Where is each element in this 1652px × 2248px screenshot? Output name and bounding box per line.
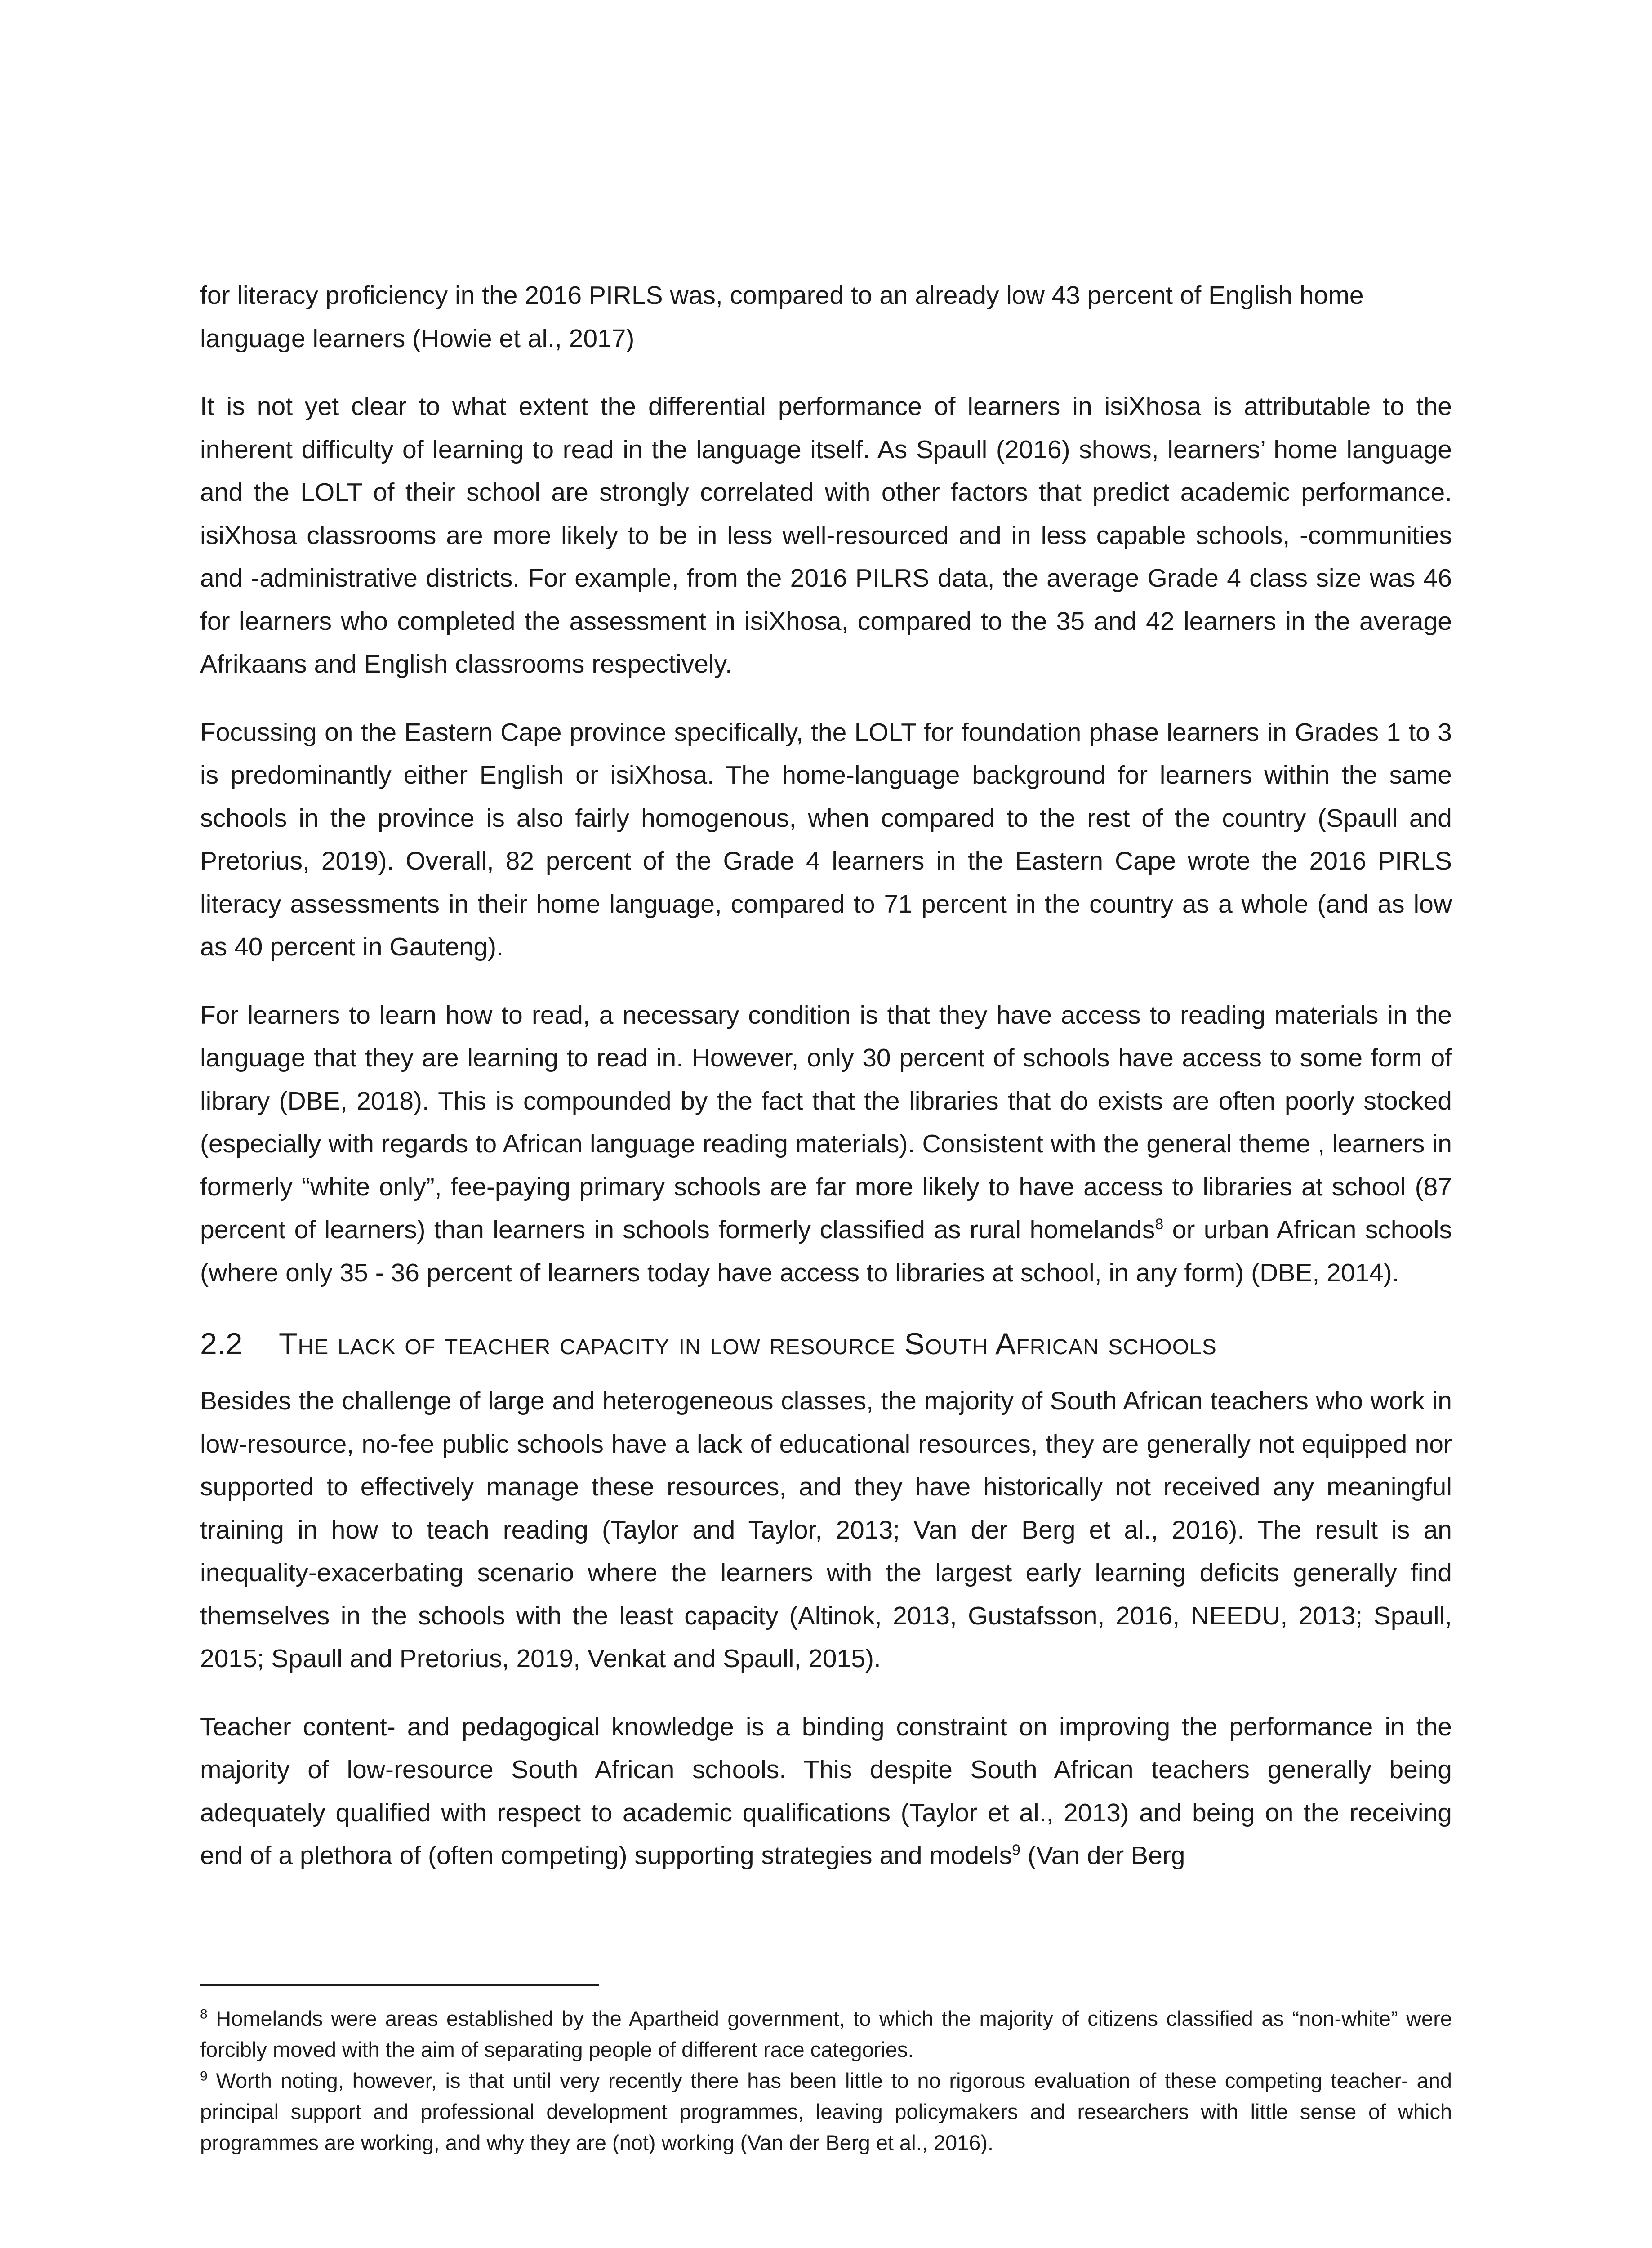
section-heading — [200, 1321, 1452, 1366]
paragraph-2: It is not yet clear to what extent the differential performance of learners in isiXhosa is attributable to the inherent difficulty of learning to read in the language itself. As Spaull (2016) shows, learners’ home language and the LOLT of their school are strongly correlated with other factors that predict academic performance. isiXhosa classrooms are more likely to be in less well-resourced and in less capable schools, -communities and -administrative districts. For example, from the 2016 PILRS data, the average Grade 4 class size was 46 for learners who completed the assessment in isiXhosa, compared to the 35 and 42 learners in the average Afrikaans and English classrooms respectively. — [200, 392, 1452, 678]
footnotes — [200, 2003, 1452, 2158]
footnote-8 — [200, 2003, 1452, 2065]
section-number: 2.2 — [200, 1327, 243, 1361]
page-body — [200, 274, 1452, 1903]
footnote-divider — [200, 1984, 599, 1986]
paragraph-1: for literacy proficiency in the 2016 PIRLS was, compared to an already low 43 percent of English home language learners (Howie et al., 2017) — [200, 281, 1364, 353]
paragraph-6 — [200, 1706, 1452, 1878]
footnote-marker-9: 9 — [200, 2069, 208, 2084]
footnote-9 — [200, 2065, 1452, 2158]
section-title: The lack of teacher capacity in low resource South African schools — [279, 1327, 1217, 1361]
paragraph-5: Besides the challenge of large and heterogeneous classes, the majority of South African teachers who work in low-resource, no-fee public schools have a lack of educational resources, they are generally not equipped nor supported to effectively manage these resources, and they have historically not received any meaningful training in how to teach reading (Taylor and Taylor, 2013; Van der Berg et al., 2016). The result is an inequality-exacerbating scenario where the learners with the largest early learning deficits generally find themselves in the schools with the least capacity (Altinok, 2013, Gustafsson, 2016, NEEDU, 2013; Spaull, 2015; Spaull and Pretorius, 2019, Venkat and Spaull, 2015). — [200, 1387, 1452, 1673]
paragraph-6-text-a: Teacher content- and pedagogical knowledge is a binding constraint on improving the performance in the majority of low-resource South African schools. This despite South African teachers generally being adequately qualified with respect to academic qualifications (Taylor et al., 2013) and being on the receiving end of a plethora of (often competing) supporting strategies and models — [200, 1712, 1452, 1870]
footnote-9-text: Worth noting, however, is that until very recently there has been little to no rigorous evaluation of these competing teacher- and principal support and professional development programmes, leaving policymakers and researchers with little sense of which programmes are working, and why they are (not) working (Van der Berg et al., 2016). — [200, 2069, 1452, 2154]
footnote-marker-8: 8 — [200, 2007, 208, 2022]
footnote-ref-8[interactable]: 8 — [1155, 1216, 1164, 1233]
paragraph-3: Focussing on the Eastern Cape province specifically, the LOLT for foundation phase learners in Grades 1 to 3 is predominantly either English or isiXhosa. The home-language background for learners within the same schools in the province is also fairly homogenous, when compared to the rest of the country (Spaull and Pretorius, 2019). Overall, 82 percent of the Grade 4 learners in the Eastern Cape wrote the 2016 PIRLS literacy assessments in their home language, compared to 71 percent in the country as a whole (and as low as 40 percent in Gauteng). — [200, 718, 1452, 961]
page-number — [1424, 2246, 1452, 2248]
paragraph-4-text-b: or urban African schools (where only 35 - 36 percent of learners today have access to libraries at school, in any form) (DBE, 2014). — [200, 1215, 1452, 1287]
footnote-8-text: Homelands were areas established by the Apartheid government, to which the majority of citizens classified as “non-white” were forcibly moved with the aim of separating people of different race categories. — [200, 2007, 1452, 2061]
paragraph-6-text-b: (Van der Berg — [1020, 1841, 1185, 1870]
footnote-ref-9[interactable]: 9 — [1012, 1842, 1021, 1859]
paragraph-4-text-a: For learners to learn how to read, a necessary condition is that they have access to reading materials in the language that they are learning to read in. However, only 30 percent of schools have access to some form of library (DBE, 2018). This is compounded by the fact that the libraries that do exists are often poorly stocked (especially with regards to African language reading materials). Consistent with the general theme , learners in formerly “white only”, fee-paying primary schools are far more likely to have access to libraries at school (87 percent of learners) than learners in schools formerly classified as rural homelands — [200, 1000, 1452, 1244]
paragraph-4 — [200, 994, 1452, 1295]
